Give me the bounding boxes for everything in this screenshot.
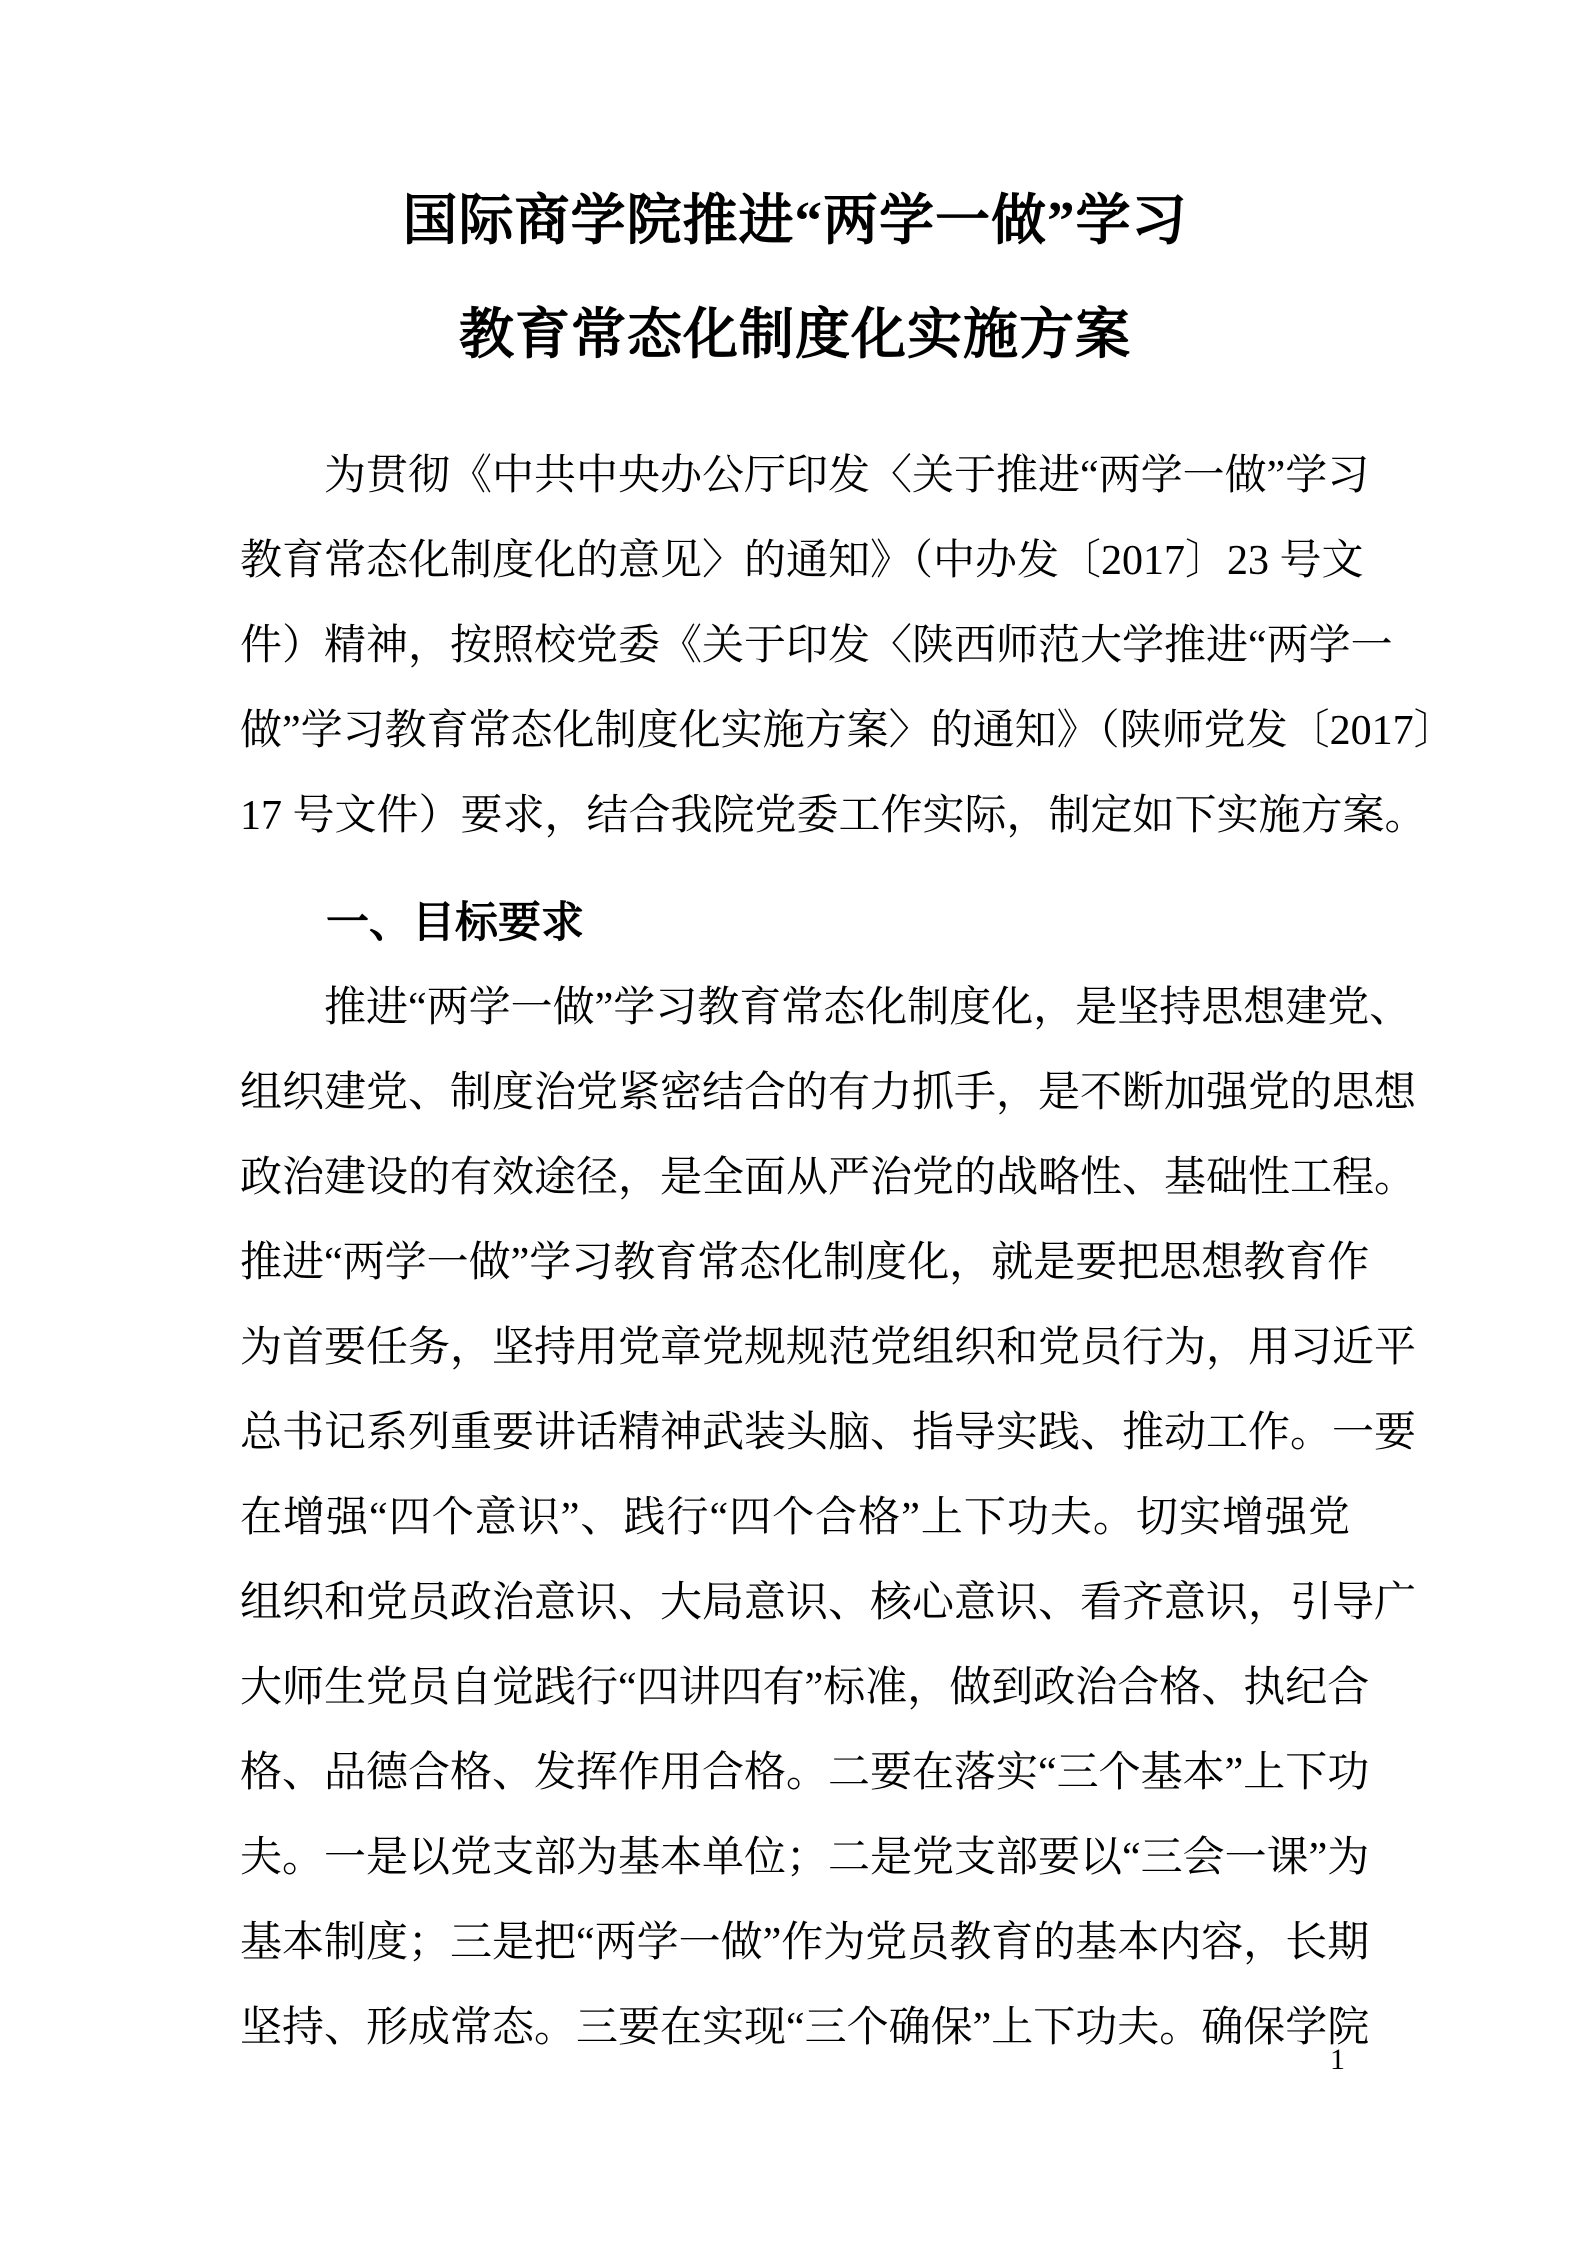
document-content <box>240 190 1456 2071</box>
text-line: 基本制度；三是把“两学一做”作为党员教育的基本内容，长期 <box>240 1920 1370 1966</box>
title-line-2: 教育常态化制度化实施方案 <box>458 304 1131 365</box>
document-title <box>240 190 1350 366</box>
text-line: 推进“两学一做”学习教育常态化制度化，是坚持思想建党、 <box>324 985 1412 1031</box>
text-line: 件）精神，按照校党委《关于印发〈陕西师范大学推进“两学一 <box>240 623 1393 669</box>
section-heading-1: 一、目标要求 <box>326 900 584 947</box>
text-line: 格、品德合格、发挥作用合格。二要在落实“三个基本”上下功 <box>240 1750 1370 1796</box>
title-line-1: 国际商学院推进“两学一做”学习 <box>402 190 1188 251</box>
text-line: 做”学习教育常态化制度化实施方案〉的通知》（陕师党发〔2017〕 <box>240 708 1456 754</box>
paragraph-goals <box>240 966 1417 2071</box>
text-line: 为首要任务，坚持用党章党规规范党组织和党员行为，用习近平 <box>240 1325 1417 1371</box>
paragraph-intro <box>240 434 1456 859</box>
text-line: 坚持、形成常态。三要在实现“三个确保”上下功夫。确保学院 <box>240 2005 1370 2051</box>
text-line: 组织建党、制度治党紧密结合的有力抓手，是不断加强党的思想 <box>240 1070 1417 1116</box>
text-line: 组织和党员政治意识、大局意识、核心意识、看齐意识，引导广 <box>240 1580 1417 1626</box>
text-line: 夫。一是以党支部为基本单位；二是党支部要以“三会一课”为 <box>240 1835 1370 1881</box>
text-line: 政治建设的有效途径，是全面从严治党的战略性、基础性工程。 <box>240 1155 1417 1201</box>
text-line: 17 号文件）要求，结合我院党委工作实际，制定如下实施方案。 <box>240 793 1427 839</box>
document-body <box>240 434 1456 2071</box>
text-line: 总书记系列重要讲话精神武装头脑、指导实践、推动工作。一要 <box>240 1410 1417 1456</box>
text-line: 为贯彻《中共中央办公厅印发〈关于推进“两学一做”学习 <box>324 453 1370 499</box>
text-line: 推进“两学一做”学习教育常态化制度化，就是要把思想教育作 <box>240 1240 1370 1286</box>
text-line: 在增强“四个意识”、践行“四个合格”上下功夫。切实增强党 <box>240 1495 1350 1541</box>
page-number: 1 <box>1330 2043 1345 2076</box>
text-line: 大师生党员自觉践行“四讲四有”标准，做到政治合格、执纪合 <box>240 1665 1370 1711</box>
text-line: 教育常态化制度化的意见〉的通知》（中办发〔2017〕23 号文 <box>240 538 1364 584</box>
